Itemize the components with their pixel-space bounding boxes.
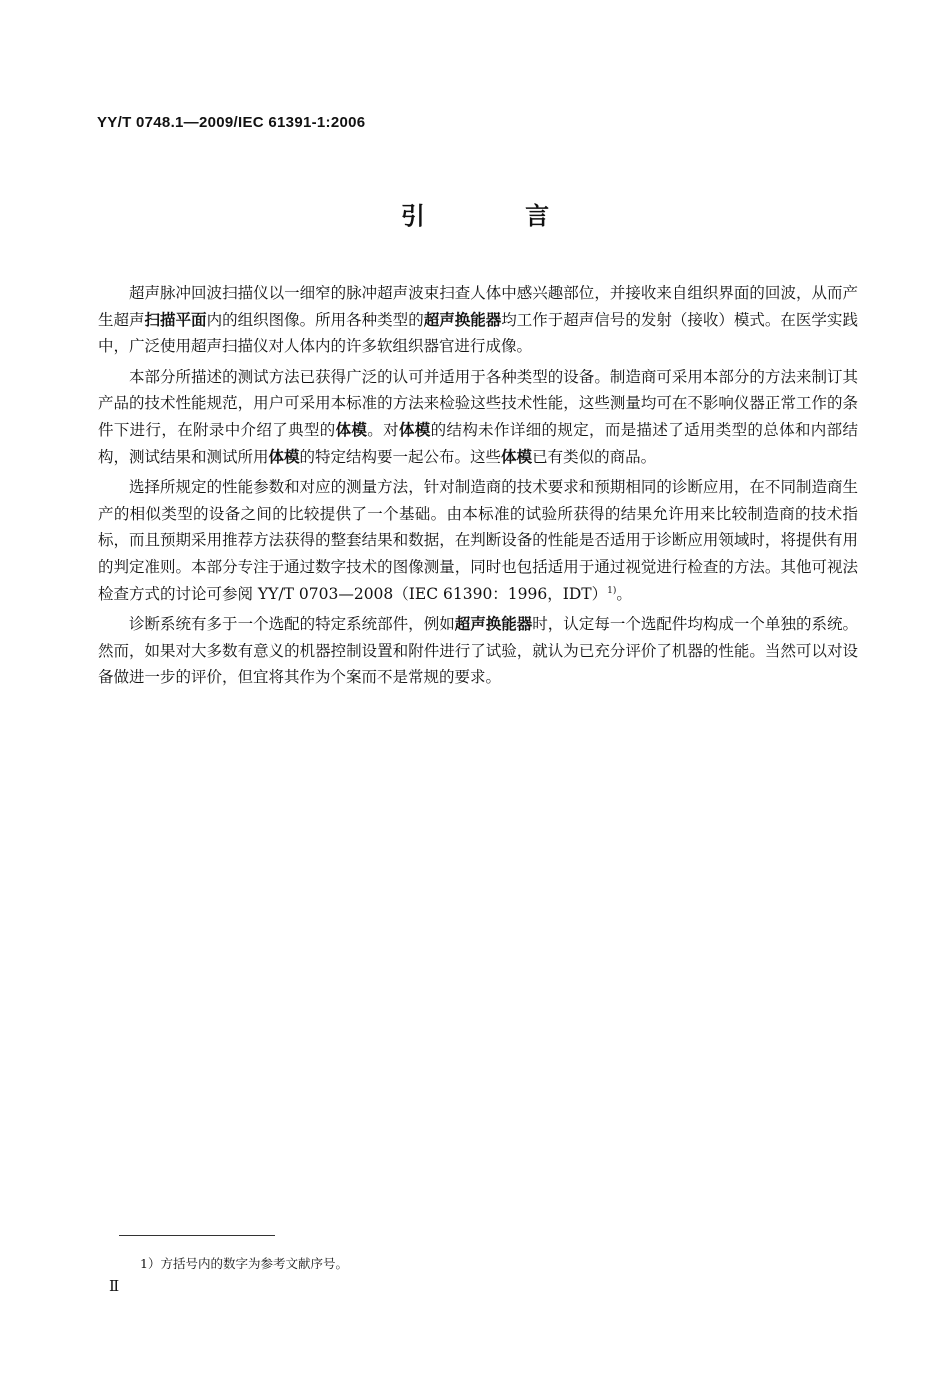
defined-term: 体模 [335,419,368,439]
standard-number-header: YY/T 0748.1—2009/IEC 61391-1:2006 [97,114,366,131]
paragraph-text: 已有类似的商品。 [532,447,657,466]
defined-term: 超声换能器 [454,614,533,634]
paragraph-text: 。对 [367,420,399,439]
page-title: 引 言 [400,202,596,230]
paragraph [98,364,858,470]
paragraph [98,611,858,691]
paragraph-text: 选择所规定的性能参数和对应的测量方法，针对制造商的技术要求和预期相同的诊断应用，在不同制造商生产的相似类型的设备之间的比较提供了一个基础。由本标准的试验所获得的结果允许用来比较制造商的技术指标，而且预期采用推荐方法获得的整套结果和数据，在判断设备的性能是否适用于诊断应用领域时，将提供有用的判定准则。本部分专注于通过数字技术的图像测量，同时也包括适用于通过视觉进行检查的方法。其他可视法检查方式的讨论可参阅 YY/T 0703—2008（IEC 61390：1996，IDT） [98,478,858,603]
paragraph-text: 均工作于超声信号的发射（接收）模式。在医学实践中，广泛使用超声扫描仪对人体内的许多软组织器官进行成像。 [98,310,858,356]
footnote-divider [119,1235,275,1236]
defined-term: 体模 [501,446,533,466]
defined-term: 体模 [268,446,300,466]
defined-term: 超声换能器 [423,309,502,329]
page-number: Ⅱ [109,1277,120,1295]
paragraph-text: 的特定结构要一起公布。这些 [299,447,502,466]
paragraph-text: 。 [616,584,632,603]
paragraph-text: 超声脉冲回波扫描仪以一细窄的脉冲超声波束扫查人体中感兴趣部位，并接收来自组织界面的回波，从而产生超声 [98,284,858,329]
defined-term: 扫描平面 [144,309,207,329]
paragraph-text: 内的组织图像。所用各种类型的 [206,310,424,329]
defined-term: 体模 [398,419,431,439]
body-text [98,280,858,695]
paragraph-text: 时，认定每一个选配件均构成一个单独的系统。然而，如果对大多数有意义的机器控制设置和附件进行了试验，就认为已充分评价了机器的性能。当然可以对设备做进一步的评价，但宜将其作为个案而不是常规的要求。 [98,615,858,687]
paragraph-text: 的结构未作详细的规定，而是描述了适用类型的总体和内部结构，测试结果和测试所用 [98,420,858,466]
footnote-reference: 1) [607,585,617,596]
paragraph [98,280,858,360]
paragraph-text: 诊断系统有多于一个选配的特定系统部件，例如 [129,615,455,634]
paragraph [98,474,858,607]
paragraph-text: 本部分所描述的测试方法已获得广泛的认可并适用于各种类型的设备。制造商可采用本部分的方法来制订其产品的技术性能规范，用户可采用本标准的方法来检验这些技术性能，这些测量均可在不影响仪器正常工作的条件下进行，在附录中介绍了典型的 [98,367,858,439]
footnote: 1）方括号内的数字为参考文献序号。 [140,1256,348,1271]
